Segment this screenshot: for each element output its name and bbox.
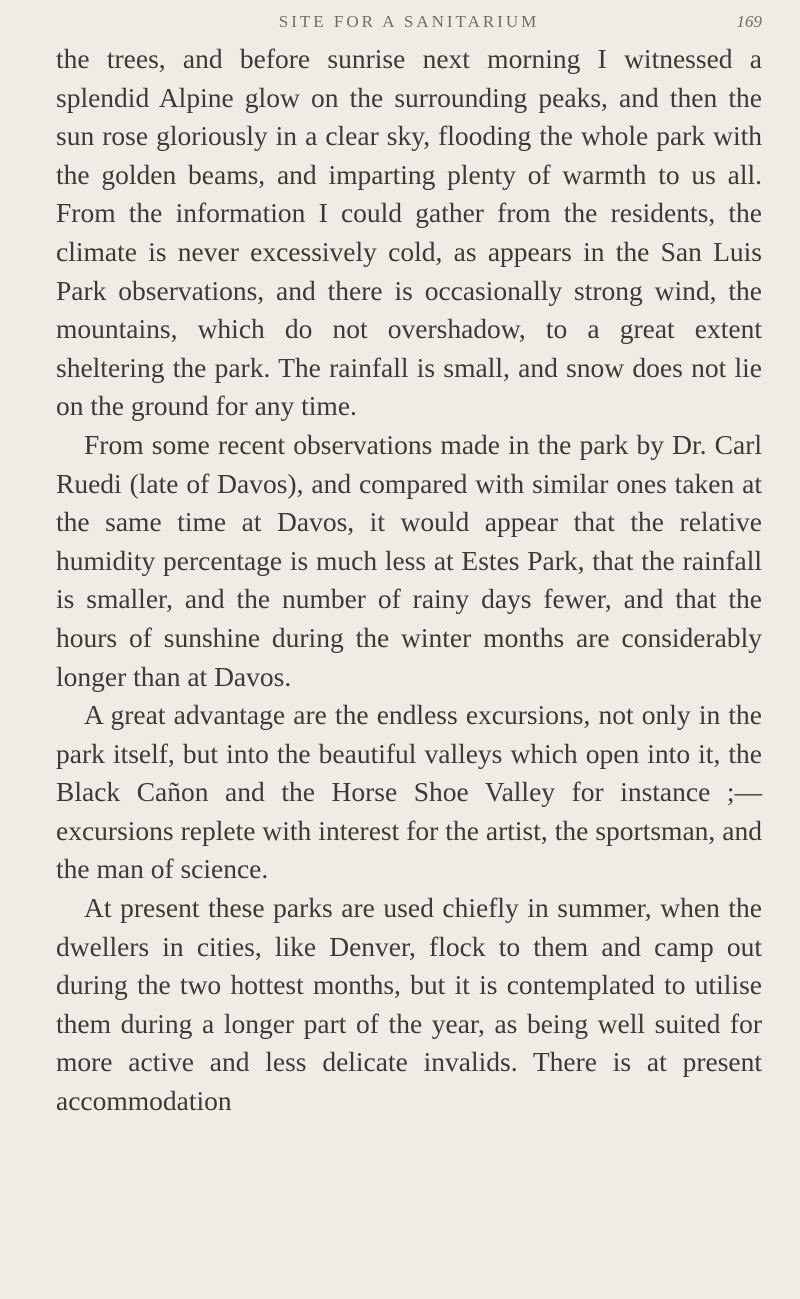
paragraph: A great advantage are the endless excursions, not only in the park itself, but into the beautiful valleys which open into it, the Black Cañon and the Horse Shoe Valley for instance ;—excursions replete with interest for the artist, the sportsman, and the man of science. bbox=[56, 699, 762, 885]
running-title: SITE FOR A SANITARIUM bbox=[278, 12, 540, 31]
body-text bbox=[56, 40, 762, 1121]
running-head bbox=[56, 0, 762, 40]
paragraph: At present these parks are used chiefly in summer, when the dwellers in cities, like Denver, flock to them and camp out during the two hottest months, but it is contemplated to utilise them during a longer part of the year, as being well suited for more active and less delicate invalids. There is at present accommodation bbox=[56, 892, 762, 1117]
paragraph: the trees, and before sunrise next morning I witnessed a splendid Alpine glow on the surrounding peaks, and then the sun rose gloriously in a clear sky, flooding the whole park with the golden beams, and imparting plenty of warmth to us all. From the information I could gather from the residents, the climate is never excessively cold, as appears in the San Luis Park observations, and there is occasionally strong wind, the mountains, which do not overshadow, to a great extent sheltering the park. The rainfall is small, and snow does not lie on the ground for any time. bbox=[56, 43, 762, 422]
paragraph: From some recent observations made in the park by Dr. Carl Ruedi (late of Davos), and compared with similar ones taken at the same time at Davos, it would appear that the relative humidity percentage is much less at Estes Park, that the rainfall is smaller, and the number of rainy days fewer, and that the hours of sunshine during the winter months are considerably longer than at Davos. bbox=[56, 428, 762, 692]
page-number: 169 bbox=[736, 12, 762, 31]
